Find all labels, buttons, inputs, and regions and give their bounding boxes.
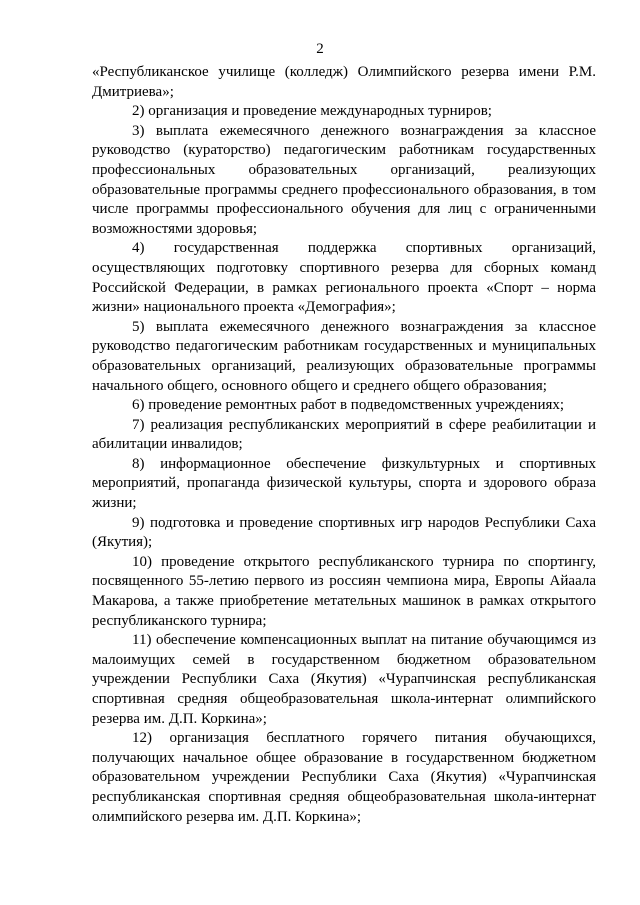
list-item-11: 11) обеспечение компенсационных выплат на питание обучающимся из малоимущих семей в государственном бюджетном образовательном учреждении Республики Саха (Якутия) «Чурапчинская республиканская спортивная средняя общеобразовательная школа-интернат олимпийского резерва им. Д.П. Коркина»; bbox=[92, 632, 596, 727]
list-item-3: 3) выплата ежемесячного денежного вознаграждения за классное руководство (кураторство) педагогическим работникам государственных профессиональных образовательных организаций, реализующих образовательные программы среднего профессионального образования, в том числе программы профессионального обучения для лиц с ограниченными возможностями здоровья; bbox=[92, 122, 596, 237]
list-item-12: 12) организация бесплатного горячего питания обучающихся, получающих начальное общее образование в государственном бюджетном образовательном учреждении Республики Саха (Якутия) «Чурапчинская республиканская спортивная средняя общеобразовательная школа-интернат олимпийского резерва им. Д.П. Коркина»; bbox=[92, 730, 596, 825]
list-item-7: 7) реализация республиканских мероприятий в сфере реабилитации и абилитации инвалидов; bbox=[92, 416, 596, 453]
list-item-10: 10) проведение открытого республиканского турнира по спортингу, посвященного 55-летию первого из россиян чемпиона мира, Европы Айаала Макарова, а также приобретение метательных машинок в рамках открытого республиканского турнира; bbox=[92, 553, 596, 629]
list-item-9: 9) подготовка и проведение спортивных игр народов Республики Саха (Якутия); bbox=[92, 514, 596, 551]
paragraph-continuation: «Республиканское училище (колледж) Олимпийского резерва имени Р.М. Дмитриева»; bbox=[92, 64, 596, 100]
list-item-6: 6) проведение ремонтных работ в подведомственных учреждениях; bbox=[132, 397, 565, 414]
list-item-8: 8) информационное обеспечение физкультурных и спортивных мероприятий, пропаганда физической культуры, спорта и здорового образа жизни; bbox=[92, 455, 596, 512]
list-item-2: 2) организация и проведение международных турниров; bbox=[132, 103, 492, 120]
list-item-4: 4) государственная поддержка спортивных организаций, осуществляющих подготовку спортивного резерва для сборных команд Российской Федерации, в рамках регионального проекта «Спорт – норма жизни» национального проекта «Демография»; bbox=[92, 240, 596, 316]
document-body bbox=[92, 63, 596, 827]
list-item-5: 5) выплата ежемесячного денежного вознаграждения за классное руководство педагогическим работникам государственных и муниципальных образовательных организаций, реализующих образовательные программы начального общего, основного общего и среднего общего образования; bbox=[92, 318, 596, 394]
page-number: 2 bbox=[316, 41, 324, 57]
